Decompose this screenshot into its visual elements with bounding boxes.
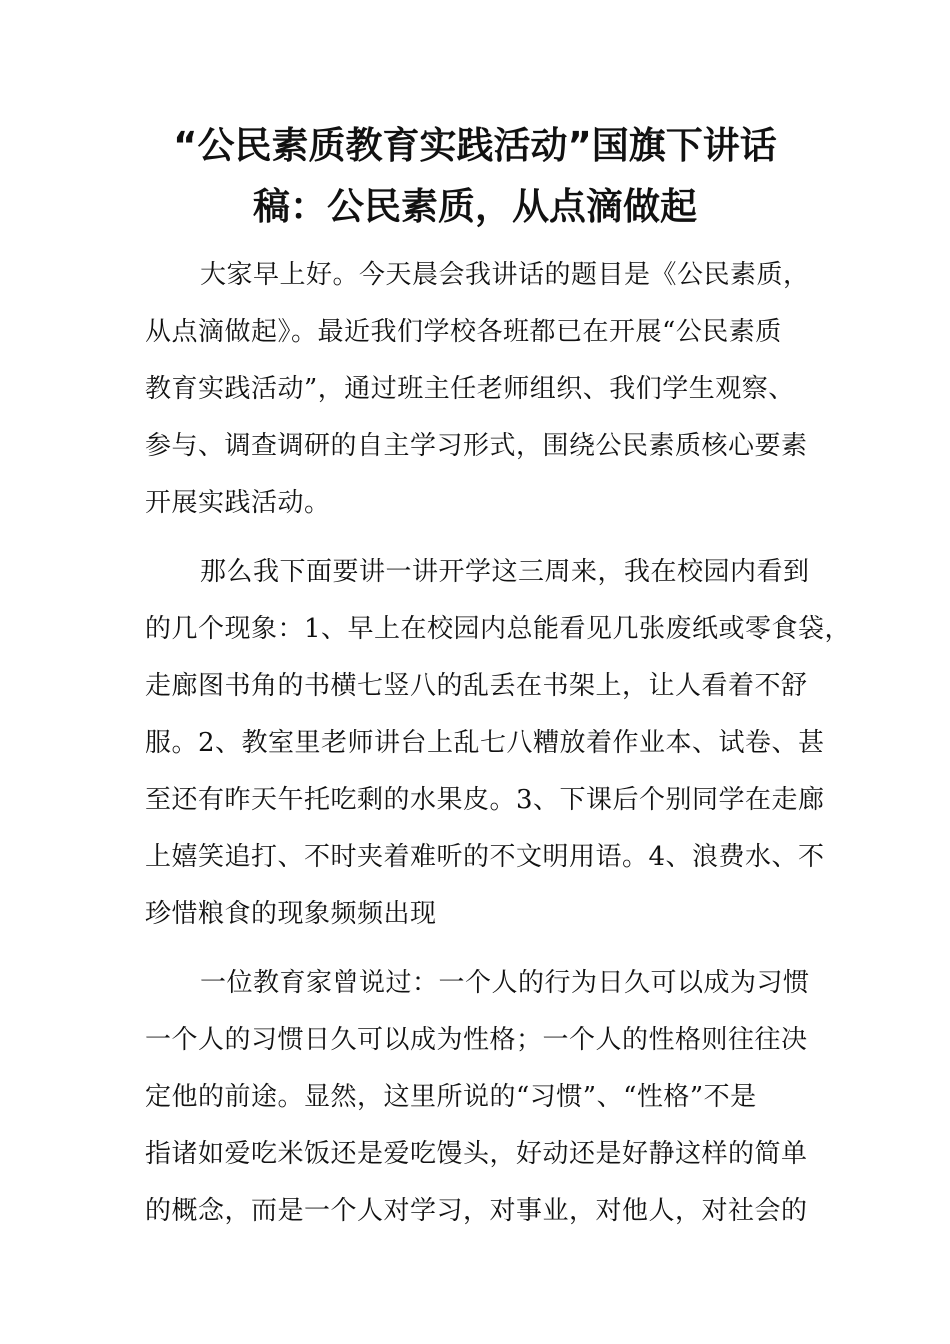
text-line: 一个人的习惯日久可以成为性格；一个人的性格则往往决 [145, 1025, 808, 1055]
text-line: 参与、调查调研的自主学习形式，围绕公民素质核心要素 [145, 431, 808, 461]
title-line: 稿：公民素质，从点滴做起 [253, 185, 697, 228]
text-line: 服。2、教室里老师讲台上乱七八糟放着作业本、试卷、甚 [145, 728, 825, 758]
text-line: 定他的前途。显然，这里所说的“习惯”、“性格”不是 [145, 1082, 757, 1112]
text-line: 大家早上好。今天晨会我讲话的题目是《公民素质， [200, 260, 810, 290]
paragraph-greeting [145, 247, 825, 532]
text-line: 至还有昨天午托吃剩的水果皮。3、下课后个别同学在走廊 [145, 785, 825, 815]
document-body [145, 247, 852, 1252]
text-line: 的几个现象：1、早上在校园内总能看见几张废纸或零食袋， [145, 614, 852, 644]
paragraph-observations [145, 544, 852, 943]
text-line: 的概念，而是一个人对学习，对事业，对他人，对社会的 [145, 1196, 808, 1226]
document-title [145, 115, 805, 237]
text-line: 一位教育家曾说过：一个人的行为日久可以成为习惯 [200, 968, 810, 998]
text-line: 指诸如爱吃米饭还是爱吃馒头，好动还是好静这样的简单 [145, 1139, 808, 1169]
text-line: 走廊图书角的书横七竖八的乱丢在书架上，让人看着不舒 [145, 671, 808, 701]
title-line: “公民素质教育实践活动”国旗下讲话 [173, 124, 777, 167]
text-line: 教育实践活动”，通过班主任老师组织、我们学生观察、 [145, 374, 795, 404]
text-line: 上嬉笑追打、不时夹着难听的不文明用语。4、浪费水、不 [145, 842, 825, 872]
text-line: 开展实践活动。 [145, 488, 331, 518]
text-line: 从点滴做起》。最近我们学校各班都已在开展“公民素质 [145, 317, 782, 347]
text-line: 那么我下面要讲一讲开学这三周来，我在校园内看到 [200, 557, 810, 587]
paragraph-educator-quote [145, 955, 825, 1240]
text-line: 珍惜粮食的现象频频出现 [145, 899, 437, 929]
